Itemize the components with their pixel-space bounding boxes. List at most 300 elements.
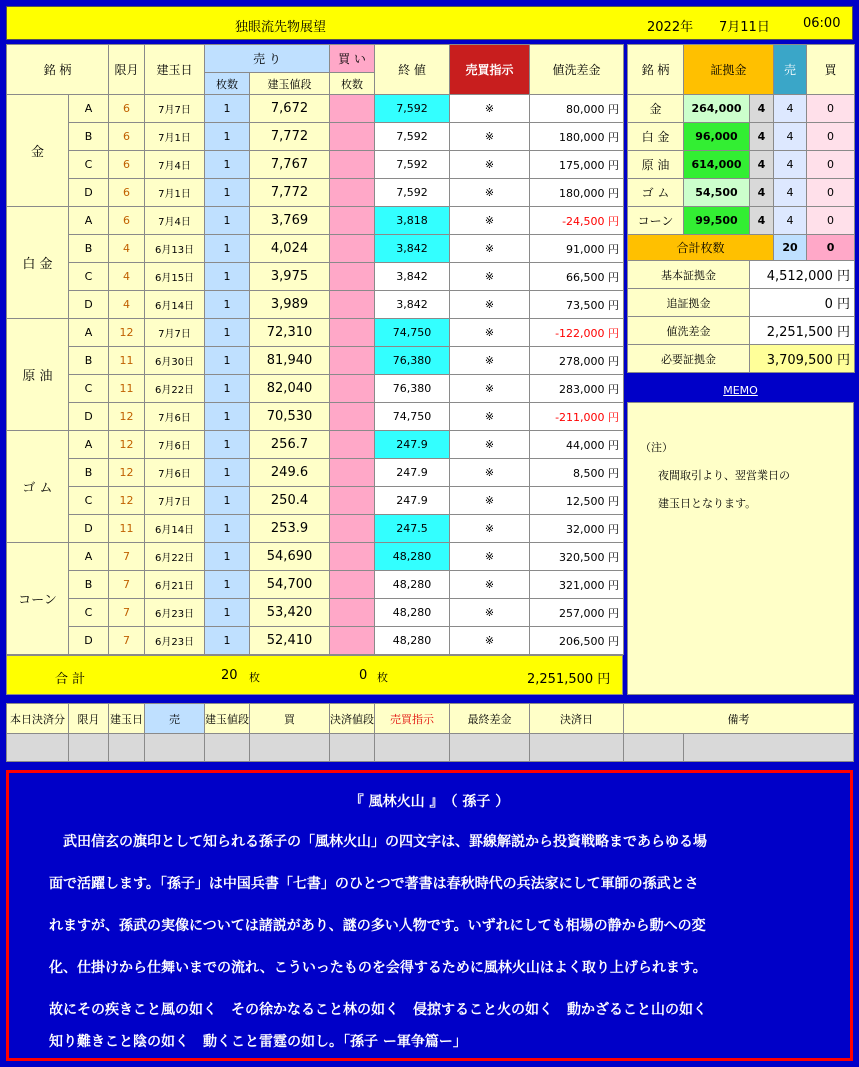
quote-box xyxy=(6,770,853,1061)
margin-buy: 0 xyxy=(807,179,855,207)
settle-cell[interactable] xyxy=(7,734,69,762)
margin-name: 金 xyxy=(628,95,684,123)
total-buy-unit: 枚 xyxy=(377,671,388,684)
position-row xyxy=(7,123,624,151)
position-date: 6月23日 xyxy=(145,599,205,627)
margin-header-kai: 買 xyxy=(807,45,855,95)
position-date: 7月6日 xyxy=(145,403,205,431)
position-price[interactable]: 7,672 xyxy=(250,95,330,123)
position-instruction[interactable]: ※ xyxy=(450,543,530,571)
header-nearai-sakin: 値洗差金 xyxy=(530,45,624,95)
position-instruction[interactable]: ※ xyxy=(450,95,530,123)
position-instruction[interactable]: ※ xyxy=(450,347,530,375)
position-diff: 180,000 円 xyxy=(530,123,624,151)
position-diff: 8,500 円 xyxy=(530,459,624,487)
margin-lots: 4 xyxy=(750,207,774,235)
position-diff: -24,500 円 xyxy=(530,207,624,235)
position-instruction[interactable]: ※ xyxy=(450,235,530,263)
position-date: 6月15日 xyxy=(145,263,205,291)
position-sub: A xyxy=(69,319,109,347)
margin-row xyxy=(628,207,855,235)
summary-value: 0 円 xyxy=(750,289,855,317)
position-buy-qty[interactable] xyxy=(330,515,375,543)
position-sell-qty[interactable]: 1 xyxy=(205,263,250,291)
position-month: 6 xyxy=(109,179,145,207)
total-label: 合 計 xyxy=(55,672,86,687)
position-month: 6 xyxy=(109,95,145,123)
position-buy-qty[interactable] xyxy=(330,403,375,431)
position-sell-qty[interactable]: 1 xyxy=(205,627,250,655)
position-row xyxy=(7,263,624,291)
margin-row xyxy=(628,151,855,179)
position-close: 74,750 xyxy=(375,319,450,347)
position-sell-qty[interactable]: 1 xyxy=(205,431,250,459)
position-sub: A xyxy=(69,543,109,571)
position-row xyxy=(7,235,624,263)
position-date: 6月14日 xyxy=(145,515,205,543)
position-row xyxy=(7,403,624,431)
position-close: 3,842 xyxy=(375,263,450,291)
commodity-name: 原 油 xyxy=(7,319,69,431)
position-close: 3,842 xyxy=(375,291,450,319)
margin-lots: 4 xyxy=(750,123,774,151)
settle-header: 備考 xyxy=(624,704,854,734)
position-date: 6月22日 xyxy=(145,543,205,571)
position-diff: 12,500 円 xyxy=(530,487,624,515)
position-instruction[interactable]: ※ xyxy=(450,291,530,319)
margin-amount: 54,500 xyxy=(684,179,750,207)
position-row xyxy=(7,487,624,515)
position-date: 7月7日 xyxy=(145,487,205,515)
settle-cell[interactable] xyxy=(330,734,375,762)
position-sell-qty[interactable]: 1 xyxy=(205,235,250,263)
position-date: 7月7日 xyxy=(145,95,205,123)
settle-cell[interactable] xyxy=(624,734,684,762)
margin-amount: 96,000 xyxy=(684,123,750,151)
position-row xyxy=(7,179,624,207)
position-price[interactable]: 7,772 xyxy=(250,179,330,207)
memo-line-1: （注） xyxy=(640,441,673,454)
settle-cell[interactable] xyxy=(375,734,450,762)
margin-name: 原 油 xyxy=(628,151,684,179)
margin-lots: 4 xyxy=(750,179,774,207)
position-buy-qty[interactable] xyxy=(330,291,375,319)
position-buy-qty[interactable] xyxy=(330,571,375,599)
position-instruction[interactable]: ※ xyxy=(450,123,530,151)
total-diff: 2,251,500 円 xyxy=(527,672,611,687)
position-buy-qty[interactable] xyxy=(330,179,375,207)
position-row xyxy=(7,95,624,123)
quote-line-3: れますが、孫武の実像については諸説があり、謎の多い人物です。いずれにしても相場の静から動への変 xyxy=(49,918,706,934)
quote-line-1: 武田信玄の旗印として知られる孫子の「風林火山」の四文字は、罫線解説から投資戦略まであらゆる場 xyxy=(49,834,707,850)
settle-cell[interactable] xyxy=(450,734,530,762)
settle-cell[interactable] xyxy=(69,734,109,762)
total-bar xyxy=(6,655,623,695)
position-price[interactable]: 249.6 xyxy=(250,459,330,487)
position-month: 11 xyxy=(109,515,145,543)
position-month: 12 xyxy=(109,431,145,459)
quote-line-4: 化、仕掛けから仕舞いまでの流れ、こういったものを会得するために風林火山はよく取り上げられます。 xyxy=(49,960,707,976)
position-buy-qty[interactable] xyxy=(330,347,375,375)
position-diff: 278,000 円 xyxy=(530,347,624,375)
margin-lots: 4 xyxy=(750,95,774,123)
position-sell-qty[interactable]: 1 xyxy=(205,543,250,571)
summary-value: 4,512,000 円 xyxy=(750,261,855,289)
position-sell-qty[interactable]: 1 xyxy=(205,95,250,123)
margin-amount: 99,500 xyxy=(684,207,750,235)
position-diff: 73,500 円 xyxy=(530,291,624,319)
position-close: 48,280 xyxy=(375,599,450,627)
position-instruction[interactable]: ※ xyxy=(450,319,530,347)
position-date: 7月6日 xyxy=(145,431,205,459)
settlement-table-container xyxy=(6,703,853,762)
title-bar xyxy=(6,6,853,40)
position-sub: D xyxy=(69,627,109,655)
header-uri: 売 り xyxy=(205,45,330,73)
position-month: 4 xyxy=(109,263,145,291)
commodity-name: 白 金 xyxy=(7,207,69,319)
margin-total-label: 合計枚数 xyxy=(628,235,774,261)
position-diff: 175,000 円 xyxy=(530,151,624,179)
header-baibai-shiji[interactable]: 売買指示 xyxy=(450,45,530,95)
position-instruction[interactable]: ※ xyxy=(450,263,530,291)
position-sub: B xyxy=(69,347,109,375)
position-instruction[interactable]: ※ xyxy=(450,403,530,431)
header-kai: 買 い xyxy=(330,45,375,73)
margin-total-buy: 0 xyxy=(807,235,855,261)
header-owarine: 終 値 xyxy=(375,45,450,95)
margin-header-shokokin: 証拠金 xyxy=(684,45,774,95)
settle-header: 売 xyxy=(145,704,205,734)
position-date: 7月7日 xyxy=(145,319,205,347)
position-instruction[interactable]: ※ xyxy=(450,627,530,655)
position-month: 11 xyxy=(109,375,145,403)
margin-sell: 4 xyxy=(774,179,807,207)
position-sell-qty[interactable]: 1 xyxy=(205,291,250,319)
position-date: 7月1日 xyxy=(145,179,205,207)
settle-header: 建玉値段 xyxy=(205,704,250,734)
position-month: 7 xyxy=(109,599,145,627)
position-buy-qty[interactable] xyxy=(330,95,375,123)
position-row xyxy=(7,291,624,319)
position-price[interactable]: 7,772 xyxy=(250,123,330,151)
position-price[interactable]: 3,989 xyxy=(250,291,330,319)
position-sell-qty[interactable]: 1 xyxy=(205,571,250,599)
position-sell-qty[interactable]: 1 xyxy=(205,123,250,151)
margin-name: コーン xyxy=(628,207,684,235)
position-month: 11 xyxy=(109,347,145,375)
position-price[interactable]: 81,940 xyxy=(250,347,330,375)
settle-header: 限月 xyxy=(69,704,109,734)
margin-name: 白 金 xyxy=(628,123,684,151)
position-diff: 32,000 円 xyxy=(530,515,624,543)
summary-label: 追証拠金 xyxy=(628,289,750,317)
position-sell-qty[interactable]: 1 xyxy=(205,319,250,347)
position-month: 6 xyxy=(109,123,145,151)
position-row xyxy=(7,599,624,627)
position-close: 247.9 xyxy=(375,487,450,515)
position-price[interactable]: 70,530 xyxy=(250,403,330,431)
settle-cell[interactable] xyxy=(145,734,205,762)
quote-line-5: 故にその疾きこと風の如く その徐かなること林の如く 侵掠すること火の如く 動かざること山の如く xyxy=(49,1002,707,1018)
margin-header-meigara: 銘 柄 xyxy=(628,45,684,95)
position-month: 12 xyxy=(109,319,145,347)
position-close: 7,592 xyxy=(375,123,450,151)
commodity-name: 金 xyxy=(7,95,69,207)
position-instruction[interactable]: ※ xyxy=(450,207,530,235)
position-diff: 180,000 円 xyxy=(530,179,624,207)
position-sub: D xyxy=(69,179,109,207)
margin-sell: 4 xyxy=(774,151,807,179)
position-instruction[interactable]: ※ xyxy=(450,151,530,179)
settle-cell[interactable] xyxy=(530,734,624,762)
position-close: 76,380 xyxy=(375,375,450,403)
title-time: 06:00 xyxy=(803,16,841,31)
position-row xyxy=(7,543,624,571)
position-instruction[interactable]: ※ xyxy=(450,571,530,599)
margin-row xyxy=(628,179,855,207)
position-price[interactable]: 82,040 xyxy=(250,375,330,403)
position-price[interactable]: 53,420 xyxy=(250,599,330,627)
memo-line-2: 夜間取引より、翌営業日の xyxy=(658,469,790,482)
header-tategyokubi: 建玉日 xyxy=(145,45,205,95)
position-close: 7,592 xyxy=(375,151,450,179)
title-date: 7月11日 xyxy=(719,20,770,35)
position-price[interactable]: 256.7 xyxy=(250,431,330,459)
summary-label: 値洗差金 xyxy=(628,317,750,345)
position-month: 12 xyxy=(109,459,145,487)
margin-buy: 0 xyxy=(807,95,855,123)
settle-cell[interactable] xyxy=(250,734,330,762)
margin-sell: 4 xyxy=(774,95,807,123)
position-date: 7月1日 xyxy=(145,123,205,151)
position-close: 48,280 xyxy=(375,627,450,655)
position-sub: A xyxy=(69,95,109,123)
position-sub: C xyxy=(69,599,109,627)
header-meigara: 銘 柄 xyxy=(7,45,109,95)
position-close: 3,842 xyxy=(375,235,450,263)
position-price[interactable]: 250.4 xyxy=(250,487,330,515)
position-close: 247.9 xyxy=(375,459,450,487)
position-month: 4 xyxy=(109,291,145,319)
margin-amount: 614,000 xyxy=(684,151,750,179)
header-sell-maisu: 枚数 xyxy=(205,73,250,95)
margin-row xyxy=(628,123,855,151)
position-date: 6月14日 xyxy=(145,291,205,319)
position-date: 6月30日 xyxy=(145,347,205,375)
margin-sell: 4 xyxy=(774,123,807,151)
header-buy-maisu: 枚数 xyxy=(330,73,375,95)
settle-cell[interactable] xyxy=(109,734,145,762)
settle-header: 本日決済分 xyxy=(7,704,69,734)
position-buy-qty[interactable] xyxy=(330,599,375,627)
position-instruction[interactable]: ※ xyxy=(450,375,530,403)
position-instruction[interactable]: ※ xyxy=(450,599,530,627)
position-sub: C xyxy=(69,151,109,179)
position-sub: B xyxy=(69,571,109,599)
margin-summary-row xyxy=(628,289,855,317)
position-sell-qty[interactable]: 1 xyxy=(205,207,250,235)
settle-header: 決済日 xyxy=(530,704,624,734)
position-date: 7月6日 xyxy=(145,459,205,487)
position-row xyxy=(7,207,624,235)
position-buy-qty[interactable] xyxy=(330,543,375,571)
position-buy-qty[interactable] xyxy=(330,627,375,655)
position-sell-qty[interactable]: 1 xyxy=(205,151,250,179)
position-price[interactable]: 253.9 xyxy=(250,515,330,543)
position-diff: 321,000 円 xyxy=(530,571,624,599)
header-gengetsu: 限月 xyxy=(109,45,145,95)
position-instruction[interactable]: ※ xyxy=(450,179,530,207)
position-sell-qty[interactable]: 1 xyxy=(205,487,250,515)
summary-label: 基本証拠金 xyxy=(628,261,750,289)
position-price[interactable]: 54,700 xyxy=(250,571,330,599)
position-diff: 283,000 円 xyxy=(530,375,624,403)
position-sell-qty[interactable]: 1 xyxy=(205,347,250,375)
summary-value: 3,709,500 円 xyxy=(750,345,855,373)
margin-panel xyxy=(627,44,854,373)
position-price[interactable]: 54,690 xyxy=(250,543,330,571)
position-sub: A xyxy=(69,207,109,235)
settle-cell[interactable] xyxy=(205,734,250,762)
position-instruction[interactable]: ※ xyxy=(450,487,530,515)
memo-panel xyxy=(627,402,854,695)
position-close: 247.5 xyxy=(375,515,450,543)
margin-amount: 264,000 xyxy=(684,95,750,123)
position-buy-qty[interactable] xyxy=(330,319,375,347)
total-buy-qty: 0 xyxy=(359,668,368,683)
position-sell-qty[interactable]: 1 xyxy=(205,403,250,431)
position-sell-qty[interactable]: 1 xyxy=(205,459,250,487)
position-close: 74,750 xyxy=(375,403,450,431)
position-row xyxy=(7,347,624,375)
position-close: 3,818 xyxy=(375,207,450,235)
position-sub: C xyxy=(69,263,109,291)
position-sub: C xyxy=(69,375,109,403)
position-price[interactable]: 52,410 xyxy=(250,627,330,655)
margin-total-sell: 20 xyxy=(774,235,807,261)
position-month: 12 xyxy=(109,403,145,431)
quote-line-2: 面で活躍します。「孫子」は中国兵書「七書」のひとつで著書は春秋時代の兵法家にして軍師の孫武とさ xyxy=(49,876,699,892)
position-buy-qty[interactable] xyxy=(330,459,375,487)
position-date: 7月4日 xyxy=(145,151,205,179)
margin-table xyxy=(627,44,855,373)
position-month: 7 xyxy=(109,543,145,571)
position-date: 6月23日 xyxy=(145,627,205,655)
quote-line-6: 知り難きこと陰の如く 動くこと雷霆の如し。「孫子 ー軍争篇ー」 xyxy=(49,1034,467,1050)
position-diff: 66,500 円 xyxy=(530,263,624,291)
position-sub: A xyxy=(69,431,109,459)
margin-summary-row xyxy=(628,261,855,289)
position-row xyxy=(7,459,624,487)
margin-summary-row xyxy=(628,345,855,373)
position-close: 7,592 xyxy=(375,179,450,207)
positions-table-container xyxy=(6,44,623,655)
position-diff: 44,000 円 xyxy=(530,431,624,459)
position-sell-qty[interactable]: 1 xyxy=(205,375,250,403)
position-sub: B xyxy=(69,459,109,487)
position-buy-qty[interactable] xyxy=(330,263,375,291)
position-row xyxy=(7,571,624,599)
position-month: 6 xyxy=(109,207,145,235)
position-price[interactable]: 3,975 xyxy=(250,263,330,291)
positions-table xyxy=(6,44,624,655)
memo-line-3: 建玉日となります。 xyxy=(658,497,757,510)
position-sell-qty[interactable]: 1 xyxy=(205,179,250,207)
margin-summary-row xyxy=(628,317,855,345)
position-instruction[interactable]: ※ xyxy=(450,431,530,459)
position-buy-qty[interactable] xyxy=(330,123,375,151)
settle-header: 決済値段 xyxy=(330,704,375,734)
quote-title: 『 風林火山 』 （ 孫子 ） xyxy=(349,794,510,810)
position-month: 6 xyxy=(109,151,145,179)
position-sub: D xyxy=(69,403,109,431)
position-row xyxy=(7,151,624,179)
position-price[interactable]: 72,310 xyxy=(250,319,330,347)
position-diff: 80,000 円 xyxy=(530,95,624,123)
margin-name: ゴ ム xyxy=(628,179,684,207)
settlement-table xyxy=(6,703,854,762)
position-price[interactable]: 7,767 xyxy=(250,151,330,179)
position-row xyxy=(7,319,624,347)
position-close: 48,280 xyxy=(375,571,450,599)
position-sub: B xyxy=(69,235,109,263)
position-buy-qty[interactable] xyxy=(330,151,375,179)
position-buy-qty[interactable] xyxy=(330,235,375,263)
position-month: 7 xyxy=(109,627,145,655)
position-instruction[interactable]: ※ xyxy=(450,515,530,543)
position-diff: 206,500 円 xyxy=(530,627,624,655)
position-buy-qty[interactable] xyxy=(330,431,375,459)
position-date: 6月21日 xyxy=(145,571,205,599)
position-buy-qty[interactable] xyxy=(330,375,375,403)
position-sell-qty[interactable]: 1 xyxy=(205,599,250,627)
summary-value: 2,251,500 円 xyxy=(750,317,855,345)
position-row xyxy=(7,375,624,403)
margin-row xyxy=(628,95,855,123)
margin-buy: 0 xyxy=(807,151,855,179)
position-sell-qty[interactable]: 1 xyxy=(205,515,250,543)
position-month: 4 xyxy=(109,235,145,263)
summary-label: 必要証拠金 xyxy=(628,345,750,373)
position-price[interactable]: 3,769 xyxy=(250,207,330,235)
position-diff: 257,000 円 xyxy=(530,599,624,627)
page-title: 独眼流先物展望 xyxy=(235,20,327,35)
position-diff: 320,500 円 xyxy=(530,543,624,571)
settle-header: 買 xyxy=(250,704,330,734)
position-buy-qty[interactable] xyxy=(330,207,375,235)
memo-link[interactable]: MEMO xyxy=(723,384,758,397)
margin-sell: 4 xyxy=(774,207,807,235)
margin-header-uri: 売 xyxy=(774,45,807,95)
position-close: 76,380 xyxy=(375,347,450,375)
settle-cell[interactable] xyxy=(684,734,854,762)
position-sub: D xyxy=(69,291,109,319)
position-diff: -211,000 円 xyxy=(530,403,624,431)
position-buy-qty[interactable] xyxy=(330,487,375,515)
position-row xyxy=(7,431,624,459)
position-close: 247.9 xyxy=(375,431,450,459)
position-date: 6月22日 xyxy=(145,375,205,403)
position-sub: B xyxy=(69,123,109,151)
position-close: 7,592 xyxy=(375,95,450,123)
position-sub: D xyxy=(69,515,109,543)
settle-header: 売買指示 xyxy=(375,704,450,734)
position-price[interactable]: 4,024 xyxy=(250,235,330,263)
position-month: 7 xyxy=(109,571,145,599)
position-instruction[interactable]: ※ xyxy=(450,459,530,487)
margin-buy: 0 xyxy=(807,123,855,151)
